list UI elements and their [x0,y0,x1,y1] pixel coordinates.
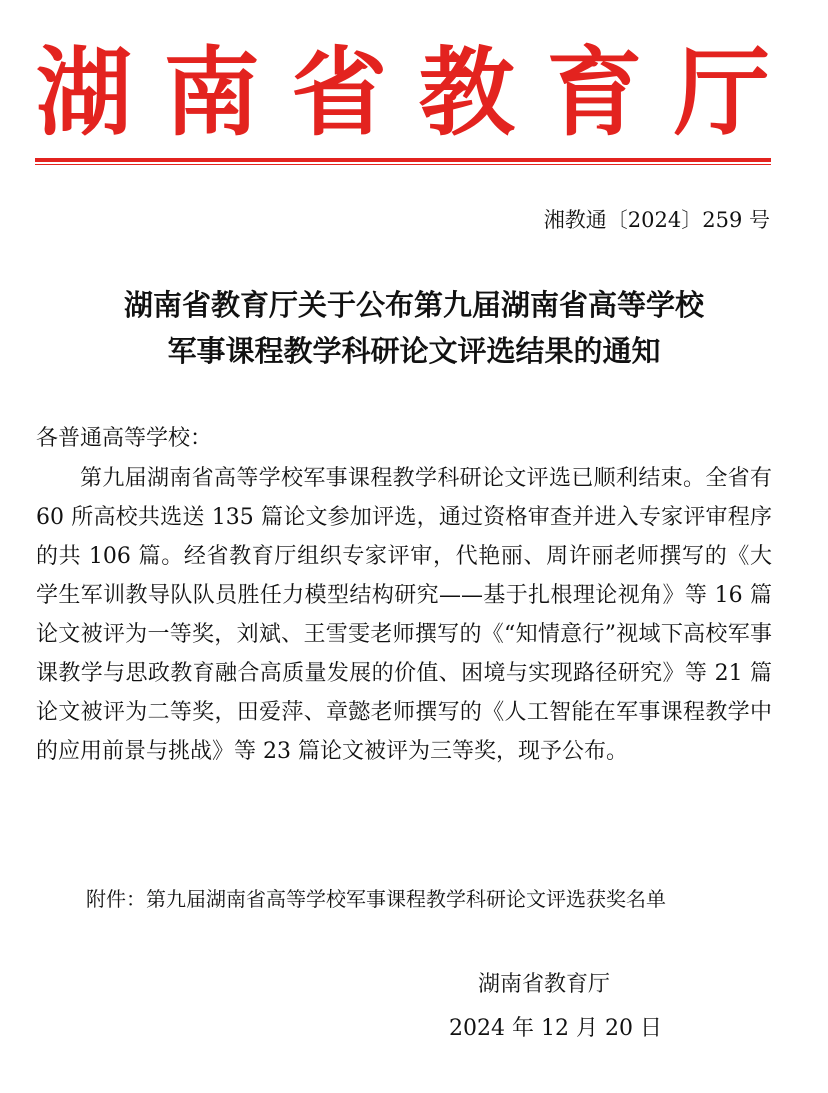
document-title [40,282,788,374]
agency-masthead [36,38,770,148]
salutation: 各普通高等学校： [36,426,213,451]
masthead-char: 湖 [36,36,132,149]
issue-date: 2024 年 12 月 20 日 [449,1016,662,1041]
masthead-char: 育 [546,36,643,149]
issuing-authority: 湖南省教育厅 [478,972,611,997]
attachment-note: 附件：第九届湖南省高等学校军事课程教学科研论文评选获奖名单 [86,887,666,911]
title-line-2: 军事课程教学科研论文评选结果的通知 [167,334,661,368]
masthead-char: 省 [291,36,388,149]
title-line-1: 湖南省教育厅关于公布第九届湖南省高等学校 [123,288,704,322]
body-paragraph: 第九届湖南省高等学校军事课程教学科研论文评选已顺利结束。全省有 60 所高校共选送 135 篇论文参加评选，通过资格审查并进入专家评审程序的共 106 篇。经省教育厅组织专家评审，代艳丽、周许丽老师撰写的《大学生军训教导队队员胜任力模型结构研究——基于扎根理论视角》等 16 篇论文被评为一等奖，刘斌、王雪雯老师撰写的《“知情意行”视域下高校军事课教学与思政教育融合高质量发展的价值、困境与实现路径研究》等 21 篇论文被评为二等奖，田爱萍、章懿老师撰写的《人工智能在军事课程教学中的应用前景与挑战》等 23 篇论文被评为三等奖，现予公布。 [36,466,772,764]
header-divider-thin [35,164,771,165]
header-divider-thick [35,158,771,162]
document-number: 湘教通〔2024〕259 号 [543,208,770,232]
masthead-char: 南 [163,36,260,149]
masthead-char: 厅 [673,36,770,149]
masthead-char: 教 [418,36,515,149]
